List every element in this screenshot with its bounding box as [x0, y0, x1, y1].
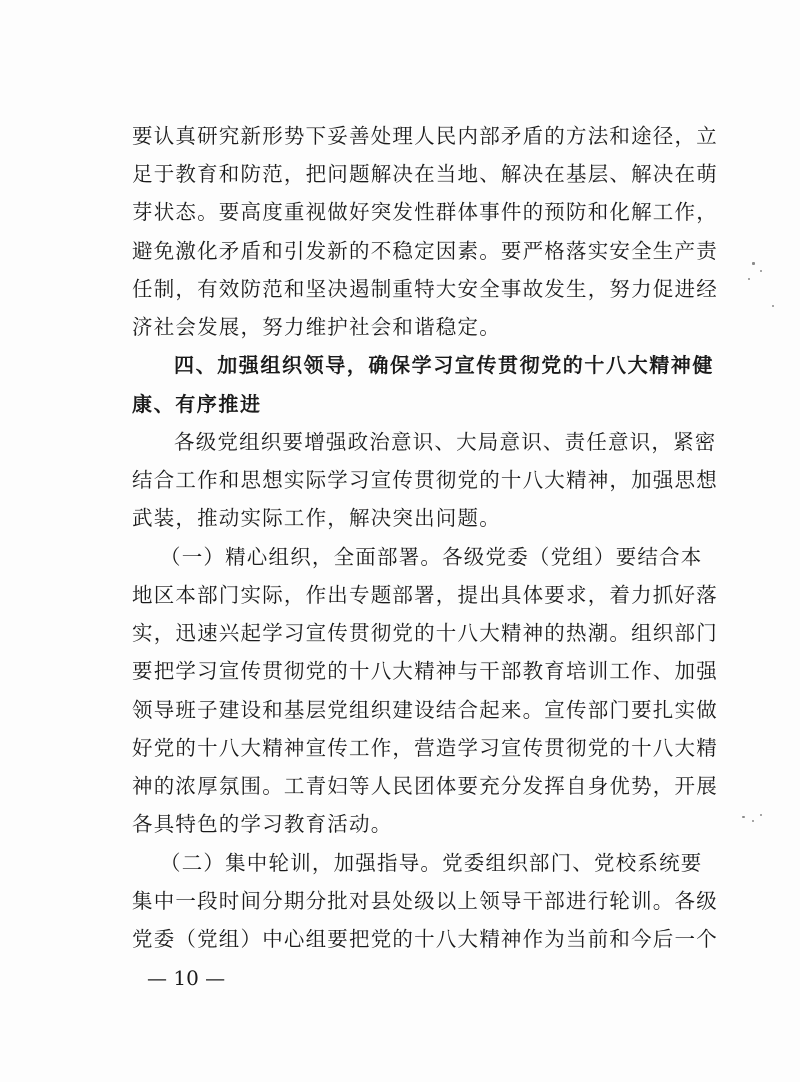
text-line: 济社会发展，努力维护社会和谐稳定。 [132, 315, 501, 339]
text-line: 芽状态。要高度重视做好突发性群体事件的预防和化解工作， [132, 200, 718, 224]
text-line: 避免激化矛盾和引发新的不稳定因素。要严格落实安全生产责 [132, 239, 718, 263]
text-line: 领导班子建设和基层党组织建设结合起来。宣传部门要扎实做 [132, 698, 718, 722]
text-line: 要把学习宣传贯彻党的十八大精神与干部教育培训工作、加强 [132, 659, 718, 683]
text-line: （一）精心组织，全面部署。各级党委（党组）要结合本 [160, 545, 703, 569]
text-line: 地区本部门实际，作出专题部署，提出具体要求，着力抓好落 [132, 583, 718, 607]
text-line: 党委（党组）中心组要把党的十八大精神作为当前和今后一个 [132, 927, 718, 951]
text-line: 好党的十八大精神宣传工作，营造学习宣传贯彻党的十八大精 [132, 736, 718, 760]
page-number: — 10 — [147, 966, 226, 990]
text-line: （二）集中轮训，加强指导。党委组织部门、党校系统要 [160, 851, 703, 875]
text-line: 足于教育和防范，把问题解决在当地、解决在基层、解决在萌 [132, 162, 718, 186]
text-line: 各具特色的学习教育活动。 [132, 812, 393, 836]
scan-speck [752, 262, 755, 265]
text-line: 各级党组织要增强政治意识、大局意识、责任意识，紧密 [174, 430, 717, 454]
scan-speck [742, 816, 745, 818]
scan-speck [760, 814, 762, 816]
section-heading-continued: 康、有序推进 [132, 392, 262, 416]
text-line: 武装，推动实际工作，解决突出问题。 [132, 506, 501, 530]
section-heading: 四、加强组织领导，确保学习宣传贯彻党的十八大精神健 [174, 353, 714, 377]
text-line: 集中一段时间分期分批对县处级以上领导干部进行轮训。各级 [132, 889, 718, 913]
text-line: 结合工作和思想实际学习宣传贯彻党的十八大精神，加强思想 [132, 468, 718, 492]
scan-speck [772, 305, 774, 307]
scan-speck [748, 278, 750, 280]
scan-speck [752, 820, 754, 822]
text-line: 实，迅速兴起学习宣传贯彻党的十八大精神的热潮。组织部门 [132, 621, 718, 645]
text-line: 任制，有效防范和坚决遏制重特大安全事故发生，努力促进经 [132, 277, 718, 301]
text-line: 要认真研究新形势下妥善处理人民内部矛盾的方法和途径，立 [132, 124, 718, 148]
scan-speck [760, 270, 762, 272]
text-line: 神的浓厚氛围。工青妇等人民团体要充分发挥自身优势，开展 [132, 774, 718, 798]
